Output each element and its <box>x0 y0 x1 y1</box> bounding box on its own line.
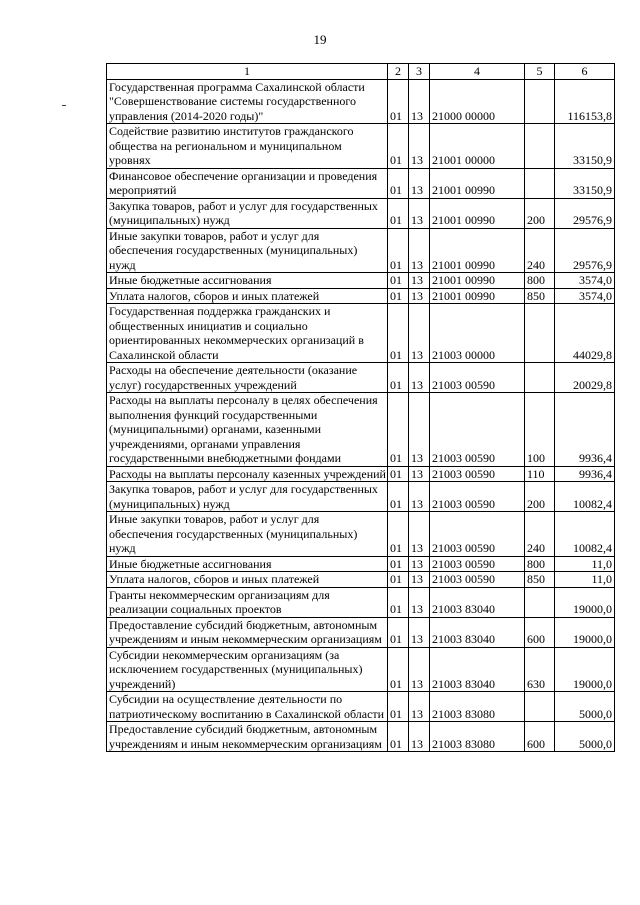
subsection-code: 13 <box>409 512 430 557</box>
target-article-code: 21003 83080 <box>430 722 525 752</box>
amount-value: 33150,9 <box>555 168 615 198</box>
column-header: 1 <box>107 64 388 80</box>
target-article-code: 21003 00590 <box>430 363 525 393</box>
target-article-code: 21003 83040 <box>430 617 525 647</box>
table-row <box>107 168 615 198</box>
target-article-code: 21003 00590 <box>430 393 525 467</box>
amount-value: 19000,0 <box>555 647 615 692</box>
subsection-code: 13 <box>409 198 430 228</box>
expense-type-code: 200 <box>525 482 555 512</box>
amount-value: 19000,0 <box>555 617 615 647</box>
table-row <box>107 572 615 588</box>
expense-type-code <box>525 168 555 198</box>
section-code: 01 <box>388 617 409 647</box>
expense-type-code: 800 <box>525 273 555 289</box>
subsection-code: 13 <box>409 228 430 273</box>
table-row <box>107 512 615 557</box>
table-row <box>107 198 615 228</box>
target-article-code: 21001 00990 <box>430 273 525 289</box>
row-name: Гранты некоммерческим организациям для реализации социальных проектов <box>107 587 388 617</box>
row-name: Государственная поддержка гражданских и общественных инициатив и социально ориентированных некоммерческих организаций в Сахалинской области <box>107 304 388 363</box>
table-row <box>107 228 615 273</box>
row-name: Субсидии некоммерческим организациям (за исключением государственных (муниципальных) учреждений) <box>107 647 388 692</box>
target-article-code: 21001 00990 <box>430 198 525 228</box>
page-number: 19 <box>313 32 327 47</box>
row-name: Финансовое обеспечение организации и проведения мероприятий <box>107 168 388 198</box>
expense-type-code <box>525 587 555 617</box>
section-code: 01 <box>388 79 409 124</box>
row-name: Расходы на выплаты персоналу казенных учреждений <box>107 466 388 482</box>
row-name: Государственная программа Сахалинской области "Совершенствование системы государственного управления (2014-2020 годы)" <box>107 79 388 124</box>
subsection-code: 13 <box>409 273 430 289</box>
table-row <box>107 124 615 169</box>
scan-mark <box>62 105 66 106</box>
section-code: 01 <box>388 124 409 169</box>
expense-type-code: 630 <box>525 647 555 692</box>
section-code: 01 <box>388 273 409 289</box>
amount-value: 29576,9 <box>555 198 615 228</box>
expense-type-code: 850 <box>525 288 555 304</box>
column-header: 2 <box>388 64 409 80</box>
amount-value: 20029,8 <box>555 363 615 393</box>
target-article-code: 21003 00590 <box>430 466 525 482</box>
row-name: Уплата налогов, сборов и иных платежей <box>107 288 388 304</box>
expense-type-code: 110 <box>525 466 555 482</box>
section-code: 01 <box>388 647 409 692</box>
section-code: 01 <box>388 228 409 273</box>
row-name: Уплата налогов, сборов и иных платежей <box>107 572 388 588</box>
row-name: Расходы на обеспечение деятельности (оказание услуг) государственных учреждений <box>107 363 388 393</box>
row-name: Закупка товаров, работ и услуг для государственных (муниципальных) нужд <box>107 482 388 512</box>
section-code: 01 <box>388 198 409 228</box>
subsection-code: 13 <box>409 587 430 617</box>
subsection-code: 13 <box>409 363 430 393</box>
subsection-code: 13 <box>409 617 430 647</box>
expense-type-code <box>525 79 555 124</box>
target-article-code: 21001 00990 <box>430 168 525 198</box>
expense-type-code: 850 <box>525 572 555 588</box>
row-name: Закупка товаров, работ и услуг для государственных (муниципальных) нужд <box>107 198 388 228</box>
section-code: 01 <box>388 466 409 482</box>
table-row <box>107 393 615 467</box>
row-name: Иные закупки товаров, работ и услуг для обеспечения государственных (муниципальных) нужд <box>107 512 388 557</box>
table-body <box>107 79 615 752</box>
table-row <box>107 587 615 617</box>
budget-table <box>106 63 615 752</box>
subsection-code: 13 <box>409 556 430 572</box>
column-header: 6 <box>555 64 615 80</box>
table-row <box>107 692 615 722</box>
expense-type-code: 240 <box>525 228 555 273</box>
target-article-code: 21003 00000 <box>430 304 525 363</box>
column-header: 5 <box>525 64 555 80</box>
table-row <box>107 556 615 572</box>
amount-value: 44029,8 <box>555 304 615 363</box>
expense-type-code <box>525 692 555 722</box>
table-row <box>107 617 615 647</box>
table-row <box>107 466 615 482</box>
subsection-code: 13 <box>409 482 430 512</box>
subsection-code: 13 <box>409 647 430 692</box>
section-code: 01 <box>388 587 409 617</box>
target-article-code: 21003 83040 <box>430 587 525 617</box>
section-code: 01 <box>388 304 409 363</box>
amount-value: 3574,0 <box>555 288 615 304</box>
section-code: 01 <box>388 482 409 512</box>
section-code: 01 <box>388 393 409 467</box>
section-code: 01 <box>388 722 409 752</box>
table-row <box>107 722 615 752</box>
amount-value: 9936,4 <box>555 466 615 482</box>
amount-value: 11,0 <box>555 572 615 588</box>
column-header: 4 <box>430 64 525 80</box>
subsection-code: 13 <box>409 722 430 752</box>
target-article-code: 21003 83080 <box>430 692 525 722</box>
target-article-code: 21003 00590 <box>430 572 525 588</box>
amount-value: 5000,0 <box>555 692 615 722</box>
amount-value: 29576,9 <box>555 228 615 273</box>
row-name: Иные бюджетные ассигнования <box>107 273 388 289</box>
subsection-code: 13 <box>409 288 430 304</box>
row-name: Предоставление субсидий бюджетным, автономным учреждениям и иным некоммерческим организациям <box>107 617 388 647</box>
column-header: 3 <box>409 64 430 80</box>
amount-value: 10082,4 <box>555 482 615 512</box>
expense-type-code <box>525 363 555 393</box>
table-row <box>107 482 615 512</box>
subsection-code: 13 <box>409 79 430 124</box>
target-article-code: 21003 00590 <box>430 482 525 512</box>
amount-value: 116153,8 <box>555 79 615 124</box>
amount-value: 11,0 <box>555 556 615 572</box>
table-row <box>107 647 615 692</box>
amount-value: 19000,0 <box>555 587 615 617</box>
expense-type-code <box>525 304 555 363</box>
amount-value: 3574,0 <box>555 273 615 289</box>
amount-value: 33150,9 <box>555 124 615 169</box>
target-article-code: 21003 00590 <box>430 556 525 572</box>
row-name: Предоставление субсидий бюджетным, автономным учреждениям и иным некоммерческим организациям <box>107 722 388 752</box>
target-article-code: 21001 00990 <box>430 228 525 273</box>
table-row <box>107 79 615 124</box>
section-code: 01 <box>388 288 409 304</box>
row-name: Содействие развитию институтов гражданского общества на региональном и муниципальном уровнях <box>107 124 388 169</box>
target-article-code: 21001 00000 <box>430 124 525 169</box>
expense-type-code: 600 <box>525 617 555 647</box>
table-row <box>107 304 615 363</box>
table-row <box>107 288 615 304</box>
expense-type-code: 100 <box>525 393 555 467</box>
row-name: Субсидии на осуществление деятельности по патриотическому воспитанию в Сахалинской области <box>107 692 388 722</box>
expense-type-code: 240 <box>525 512 555 557</box>
subsection-code: 13 <box>409 168 430 198</box>
subsection-code: 13 <box>409 466 430 482</box>
section-code: 01 <box>388 556 409 572</box>
section-code: 01 <box>388 363 409 393</box>
section-code: 01 <box>388 572 409 588</box>
expense-type-code: 600 <box>525 722 555 752</box>
subsection-code: 13 <box>409 393 430 467</box>
table-row <box>107 273 615 289</box>
section-code: 01 <box>388 512 409 557</box>
row-name: Иные бюджетные ассигнования <box>107 556 388 572</box>
target-article-code: 21003 83040 <box>430 647 525 692</box>
amount-value: 10082,4 <box>555 512 615 557</box>
section-code: 01 <box>388 692 409 722</box>
target-article-code: 21003 00590 <box>430 512 525 557</box>
expense-type-code: 800 <box>525 556 555 572</box>
table-header-row <box>107 64 615 80</box>
row-name: Иные закупки товаров, работ и услуг для обеспечения государственных (муниципальных) нужд <box>107 228 388 273</box>
subsection-code: 13 <box>409 124 430 169</box>
subsection-code: 13 <box>409 304 430 363</box>
subsection-code: 13 <box>409 572 430 588</box>
row-name: Расходы на выплаты персоналу в целях обеспечения выполнения функций государственными (муниципальными) органами, казенными учреждениями, органами управления государственными внебюджетными фондами <box>107 393 388 467</box>
amount-value: 9936,4 <box>555 393 615 467</box>
target-article-code: 21000 00000 <box>430 79 525 124</box>
expense-type-code: 200 <box>525 198 555 228</box>
target-article-code: 21001 00990 <box>430 288 525 304</box>
table-row <box>107 363 615 393</box>
expense-type-code <box>525 124 555 169</box>
subsection-code: 13 <box>409 692 430 722</box>
amount-value: 5000,0 <box>555 722 615 752</box>
section-code: 01 <box>388 168 409 198</box>
